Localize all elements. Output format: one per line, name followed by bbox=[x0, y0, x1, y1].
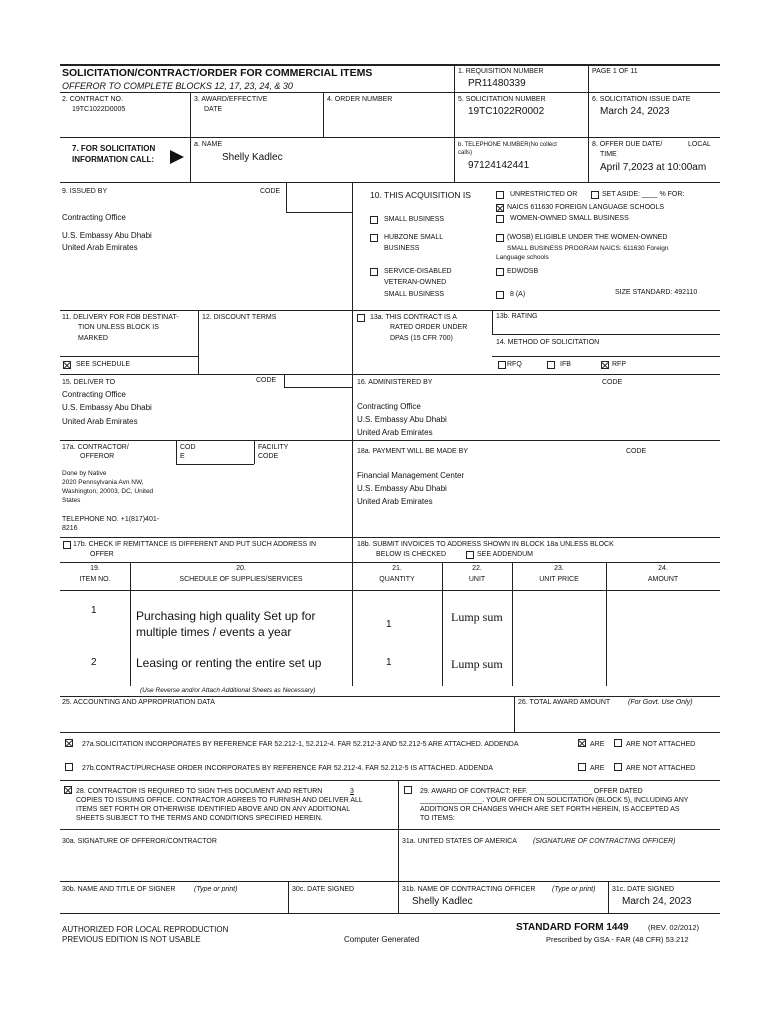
sdvosb-checkbox[interactable] bbox=[370, 268, 378, 276]
delivery-fob-label-2: TION UNLESS BLOCK IS bbox=[78, 324, 159, 331]
col-amount-num: 24. bbox=[658, 565, 668, 572]
contractor-address-1: Done by Native bbox=[62, 470, 107, 477]
28-line3: ITEMS SET FORTH OR OTHERWISE IDENTIFIED ABOVE AND ON ANY ADDITIONAL bbox=[76, 806, 351, 813]
see-schedule-checkbox[interactable] bbox=[63, 361, 71, 369]
issued-by-line2: U.S. Embassy Abu Dhabi bbox=[62, 231, 152, 240]
row1-desc: Purchasing high quality Set up for bbox=[136, 609, 316, 623]
issue-date-label: 6. SOLICITATION ISSUE DATE bbox=[592, 96, 691, 103]
edwosb-checkbox[interactable] bbox=[496, 268, 504, 276]
delivery-fob-label: 11. DELIVERY FOR FOB DESTINAT- bbox=[62, 314, 179, 321]
wosb-eligible-label-2: SMALL BUSINESS PROGRAM NAICS: 611630 Foreign bbox=[507, 245, 669, 252]
contractor-code-label: COD bbox=[180, 444, 196, 451]
27b-are-checkbox[interactable] bbox=[578, 763, 586, 771]
sdvosb-label-2: VETERAN-OWNED bbox=[384, 279, 447, 286]
accounting-label: 25. ACCOUNTING AND APPROPRIATION DATA bbox=[62, 699, 215, 706]
col-unit-num: 22. bbox=[472, 565, 482, 572]
27a-are-not-checkbox[interactable] bbox=[614, 739, 622, 747]
row1-qty: 1 bbox=[386, 619, 392, 630]
30a-label: 30a. SIGNATURE OF OFFEROR/CONTRACTOR bbox=[62, 838, 217, 845]
27a-text: 27a.SOLICITATION INCORPORATES BY REFERENCE FAR 52.212-1, 52.212-4. FAR 52.212-3 AND 52.212-5 ARE ATTACHED. ADDENDA bbox=[82, 741, 519, 748]
issued-by-line3: United Arab Emirates bbox=[62, 243, 138, 252]
deliver-to-label: 15. DELIVER TO bbox=[62, 379, 116, 386]
issued-by-label: 9. ISSUED BY bbox=[62, 188, 108, 195]
31b-note: (Type or print) bbox=[552, 886, 596, 893]
29-line1: 29. AWARD OF CONTRACT: REF. ________________ OFFER DATED bbox=[420, 788, 643, 795]
28-copies-value: 3 bbox=[350, 788, 354, 795]
col-quantity-name: QUANTITY bbox=[379, 576, 415, 583]
submit-invoices-label: 18b. SUBMIT INVOICES TO ADDRESS SHOWN IN BLOCK 18a UNLESS BLOCK bbox=[357, 541, 614, 548]
contractor-telephone-2: 8216 bbox=[62, 525, 78, 532]
form-subtitle: OFFEROR TO COMPLETE BLOCKS 12, 17, 23, 24, & 30 bbox=[62, 81, 293, 91]
contractor-address-2: 2020 Pennsylvania Avn NW, bbox=[62, 479, 144, 486]
contact-name-value: Shelly Kadlec bbox=[222, 152, 283, 163]
page-label: PAGE 1 OF 11 bbox=[592, 68, 638, 75]
col-price-name: UNIT PRICE bbox=[539, 576, 579, 583]
col-item-name: ITEM NO. bbox=[79, 576, 111, 583]
27b-checkbox[interactable] bbox=[65, 763, 73, 771]
wosb-label: WOMEN-OWNED SMALL BUSINESS bbox=[510, 215, 629, 222]
remittance-label-2: OFFER bbox=[90, 551, 114, 558]
facility-code-label-2: CODE bbox=[258, 453, 279, 460]
offer-due-time-label: TIME bbox=[600, 151, 617, 158]
27a-are-not-label: ARE NOT ATTACHED bbox=[626, 741, 696, 748]
payment-by-label: 18a. PAYMENT WILL BE MADE BY bbox=[357, 448, 468, 455]
hubzone-checkbox[interactable] bbox=[370, 234, 378, 242]
deliver-to-code-label: CODE bbox=[256, 377, 277, 384]
ifb-label: IFB bbox=[560, 361, 571, 368]
27b-are-not-checkbox[interactable] bbox=[614, 763, 622, 771]
27a-are-label: ARE bbox=[590, 741, 605, 748]
rated-order-label-3: DPAS (15 CFR 700) bbox=[390, 335, 453, 342]
contractor-label: 17a. CONTRACTOR/ bbox=[62, 444, 129, 451]
col-supplies-name: SCHEDULE OF SUPPLIES/SERVICES bbox=[179, 576, 303, 583]
8a-label: 8 (A) bbox=[510, 291, 526, 298]
contractor-address-3: Washington, 20003, DC, United bbox=[62, 488, 154, 495]
footer-form-name: STANDARD FORM 1449 bbox=[516, 922, 629, 933]
award-date-label: 3. AWARD/EFFECTIVE bbox=[194, 96, 268, 103]
deliver-to-code-box bbox=[284, 374, 353, 388]
contractor-address-4: States bbox=[62, 497, 81, 504]
contact-name-label: a. NAME bbox=[194, 141, 223, 148]
payment-by-line1: Financial Management Center bbox=[357, 471, 465, 480]
submit-invoices-label-2: BELOW IS CHECKED bbox=[376, 551, 447, 558]
28-checkbox[interactable] bbox=[64, 786, 72, 794]
sdvosb-label: SERVICE-DISABLED bbox=[384, 268, 452, 275]
unrestricted-checkbox[interactable] bbox=[496, 191, 504, 199]
unrestricted-label: UNRESTRICTED OR bbox=[510, 191, 578, 198]
method-label: 14. METHOD OF SOLICITATION bbox=[496, 339, 600, 346]
footer-authorized: AUTHORIZED FOR LOCAL REPRODUCTION bbox=[62, 925, 229, 934]
row2-desc: Leasing or renting the entire set up bbox=[136, 656, 322, 670]
telephone-value: 97124142441 bbox=[468, 160, 530, 171]
total-award-label: 26. TOTAL AWARD AMOUNT bbox=[518, 699, 611, 706]
contractor-telephone: TELEPHONE NO. +1(817)401- bbox=[62, 516, 160, 523]
acquisition-label: 10. THIS ACQUISITION IS bbox=[370, 190, 471, 200]
col-supplies-num: 20. bbox=[236, 565, 246, 572]
row1-desc-2: multiple times / events a year bbox=[136, 625, 292, 639]
rated-order-label: 13a. THIS CONTRACT IS A bbox=[370, 314, 457, 321]
discount-terms-label: 12. DISCOUNT TERMS bbox=[202, 314, 277, 321]
administered-by-code-label: CODE bbox=[602, 379, 623, 386]
deliver-to-line3: United Arab Emirates bbox=[62, 417, 138, 426]
31a-note: (SIGNATURE OF CONTRACTING OFFICER) bbox=[533, 838, 676, 845]
hubzone-label: HUBZONE SMALL bbox=[384, 234, 444, 241]
issued-by-code-label: CODE bbox=[260, 188, 281, 195]
29-checkbox[interactable] bbox=[404, 786, 412, 794]
wosb-eligible-label-3: Language schools bbox=[496, 254, 549, 261]
rfp-checkbox[interactable] bbox=[601, 361, 609, 369]
28-line4: SHEETS SUBJECT TO THE TERMS AND CONDITIONS SPECIFIED HEREIN. bbox=[76, 815, 323, 822]
remittance-checkbox[interactable] bbox=[63, 541, 71, 549]
see-addendum-label: SEE ADDENDUM bbox=[477, 551, 534, 558]
form-title: SOLICITATION/CONTRACT/ORDER FOR COMMERCIAL ITEMS bbox=[62, 67, 373, 79]
29-line2: ________________. YOUR OFFER ON SOLICITATION (BLOCK 5), INCLUDING ANY bbox=[420, 797, 689, 804]
27a-checkbox[interactable] bbox=[65, 739, 73, 747]
contract-no-label: 2. CONTRACT NO. bbox=[62, 96, 123, 103]
row1-item: 1 bbox=[91, 605, 97, 616]
solicitation-info-label-2: INFORMATION CALL: bbox=[72, 155, 155, 164]
payment-by-line2: U.S. Embassy Abu Dhabi bbox=[357, 484, 447, 493]
offer-due-value: April 7,2023 at 10:00am bbox=[600, 162, 707, 173]
30b-note: (Type or print) bbox=[194, 886, 238, 893]
contractor-code-label-2: E bbox=[180, 453, 185, 460]
administered-by-label: 16. ADMINISTERED BY bbox=[357, 379, 433, 386]
see-schedule-label: SEE SCHEDULE bbox=[76, 361, 131, 368]
31a-label: 31a. UNITED STATES OF AMERICA bbox=[402, 838, 517, 845]
issued-by-code-box bbox=[286, 182, 353, 213]
row2-unit: Lump sum bbox=[451, 657, 503, 671]
footer-prescribed: Prescribed by GSA - FAR (48 CFR) 53.212 bbox=[546, 935, 689, 944]
see-addendum-checkbox[interactable] bbox=[466, 551, 474, 559]
row2-qty: 1 bbox=[386, 657, 392, 668]
offer-due-local-label: LOCAL bbox=[688, 141, 711, 148]
col-quantity-num: 21. bbox=[392, 565, 402, 572]
total-award-note: (For Govt. Use Only) bbox=[628, 699, 693, 706]
administered-by-line1: Contracting Office bbox=[357, 402, 421, 411]
issued-by-line1: Contracting Office bbox=[62, 213, 126, 222]
requisition-label: 1. REQUISITION NUMBER bbox=[458, 68, 544, 75]
telephone-label-2: calls) bbox=[458, 150, 473, 156]
top-border bbox=[60, 64, 720, 66]
wosb-eligible-checkbox[interactable] bbox=[496, 234, 504, 242]
rated-order-checkbox[interactable] bbox=[357, 314, 365, 322]
deliver-to-line1: Contracting Office bbox=[62, 390, 126, 399]
27a-are-checkbox[interactable] bbox=[578, 739, 586, 747]
29-line3: ADDITIONS OR CHANGES WHICH ARE SET FORTH HEREIN, IS ACCEPTED AS bbox=[420, 806, 680, 813]
naics-checkbox[interactable] bbox=[496, 204, 504, 212]
col-item-num: 19. bbox=[90, 565, 100, 572]
col-unit-name: UNIT bbox=[468, 576, 486, 583]
31c-label: 31c. DATE SIGNED bbox=[612, 886, 675, 893]
rfp-label: RFP bbox=[612, 361, 626, 368]
payment-by-code-label: CODE bbox=[626, 448, 647, 455]
27b-are-not-label: ARE NOT ATTACHED bbox=[626, 765, 696, 772]
order-number-label: 4. ORDER NUMBER bbox=[327, 96, 393, 103]
28-line2: COPIES TO ISSUING OFFICE. CONTRACTOR AGREES TO FURNISH AND DELIVER ALL bbox=[76, 797, 363, 804]
offer-due-label: 8. OFFER DUE DATE/ bbox=[592, 141, 663, 148]
solicitation-number-label: 5. SOLICITATION NUMBER bbox=[458, 96, 546, 103]
rfq-checkbox[interactable] bbox=[498, 361, 506, 369]
edwosb-label: EDWOSB bbox=[507, 268, 539, 275]
31b-label: 31b. NAME OF CONTRACTING OFFICER bbox=[402, 886, 536, 893]
contract-no-value: 19TC1022D0005 bbox=[72, 106, 126, 113]
row1-unit: Lump sum bbox=[451, 610, 503, 624]
30c-label: 30c. DATE SIGNED bbox=[292, 886, 355, 893]
administered-by-line2: U.S. Embassy Abu Dhabi bbox=[357, 415, 447, 424]
row2-item: 2 bbox=[91, 657, 97, 668]
footer-computer-generated: Computer Generated bbox=[344, 935, 420, 944]
deliver-to-line2: U.S. Embassy Abu Dhabi bbox=[62, 403, 152, 412]
27b-text: 27b.CONTRACT/PURCHASE ORDER INCORPORATES BY REFERENCE FAR 52.212-4. FAR 52.212-5 IS ATTACHED. ADDENDA bbox=[82, 765, 494, 772]
hubzone-label-2: BUSINESS bbox=[384, 245, 420, 252]
small-business-label: SMALL BUSINESS bbox=[384, 216, 445, 223]
30b-label: 30b. NAME AND TITLE OF SIGNER bbox=[62, 886, 176, 893]
naics-label: NAICS 611630 FOREIGN LANGUAGE SCHOOLS bbox=[507, 204, 665, 211]
arrow-right-icon bbox=[170, 150, 184, 164]
footer-previous-edition: PREVIOUS EDITION IS NOT USABLE bbox=[62, 935, 201, 944]
31b-value: Shelly Kadlec bbox=[412, 896, 473, 907]
solicitation-number-value: 19TC1022R0002 bbox=[468, 106, 545, 117]
rating-label: 13b. RATING bbox=[496, 313, 538, 320]
29-line4: TO ITEMS: bbox=[420, 815, 455, 822]
telephone-label: b. TELEPHONE NUMBER(No collect bbox=[458, 142, 557, 148]
administered-by-line3: United Arab Emirates bbox=[357, 428, 433, 437]
8a-checkbox[interactable] bbox=[496, 291, 504, 299]
facility-code-label: FACILITY bbox=[258, 444, 289, 451]
col-amount-name: AMOUNT bbox=[647, 576, 679, 583]
ifb-checkbox[interactable] bbox=[547, 361, 555, 369]
28-line1: 28. CONTRACTOR IS REQUIRED TO SIGN THIS DOCUMENT AND RETURN bbox=[76, 788, 323, 795]
27b-are-label: ARE bbox=[590, 765, 605, 772]
small-business-checkbox[interactable] bbox=[370, 216, 378, 224]
size-standard: SIZE STANDARD: 492110 bbox=[615, 289, 698, 296]
col-price-num: 23. bbox=[554, 565, 564, 572]
payment-by-line3: United Arab Emirates bbox=[357, 497, 433, 506]
solicitation-info-label: 7. FOR SOLICITATION bbox=[72, 144, 156, 153]
remittance-label: 17b. CHECK IF REMITTANCE IS DIFFERENT AND PUT SUCH ADDRESS IN bbox=[73, 541, 317, 548]
rfq-label: RFQ bbox=[507, 361, 522, 368]
schedule-note: (Use Reverse and/or Attach Additional Sheets as Necessary) bbox=[140, 687, 316, 694]
delivery-fob-label-3: MARKED bbox=[78, 335, 108, 342]
award-date-label-2: DATE bbox=[204, 106, 223, 113]
setaside-label: SET ASIDE: ____ % FOR: bbox=[602, 191, 685, 198]
rated-order-label-2: RATED ORDER UNDER bbox=[390, 324, 468, 331]
setaside-checkbox[interactable] bbox=[591, 191, 599, 199]
sdvosb-label-3: SMALL BUSINESS bbox=[384, 291, 445, 298]
issue-date-value: March 24, 2023 bbox=[600, 106, 670, 117]
footer-form-rev: (REV. 02/2012) bbox=[648, 923, 700, 932]
wosb-checkbox[interactable] bbox=[496, 215, 504, 223]
31c-value: March 24, 2023 bbox=[622, 896, 692, 907]
requisition-value: PR11480339 bbox=[468, 78, 526, 89]
contractor-label-2: OFFEROR bbox=[80, 453, 115, 460]
wosb-eligible-label: (WOSB) ELIGIBLE UNDER THE WOMEN-OWNED bbox=[507, 234, 668, 241]
